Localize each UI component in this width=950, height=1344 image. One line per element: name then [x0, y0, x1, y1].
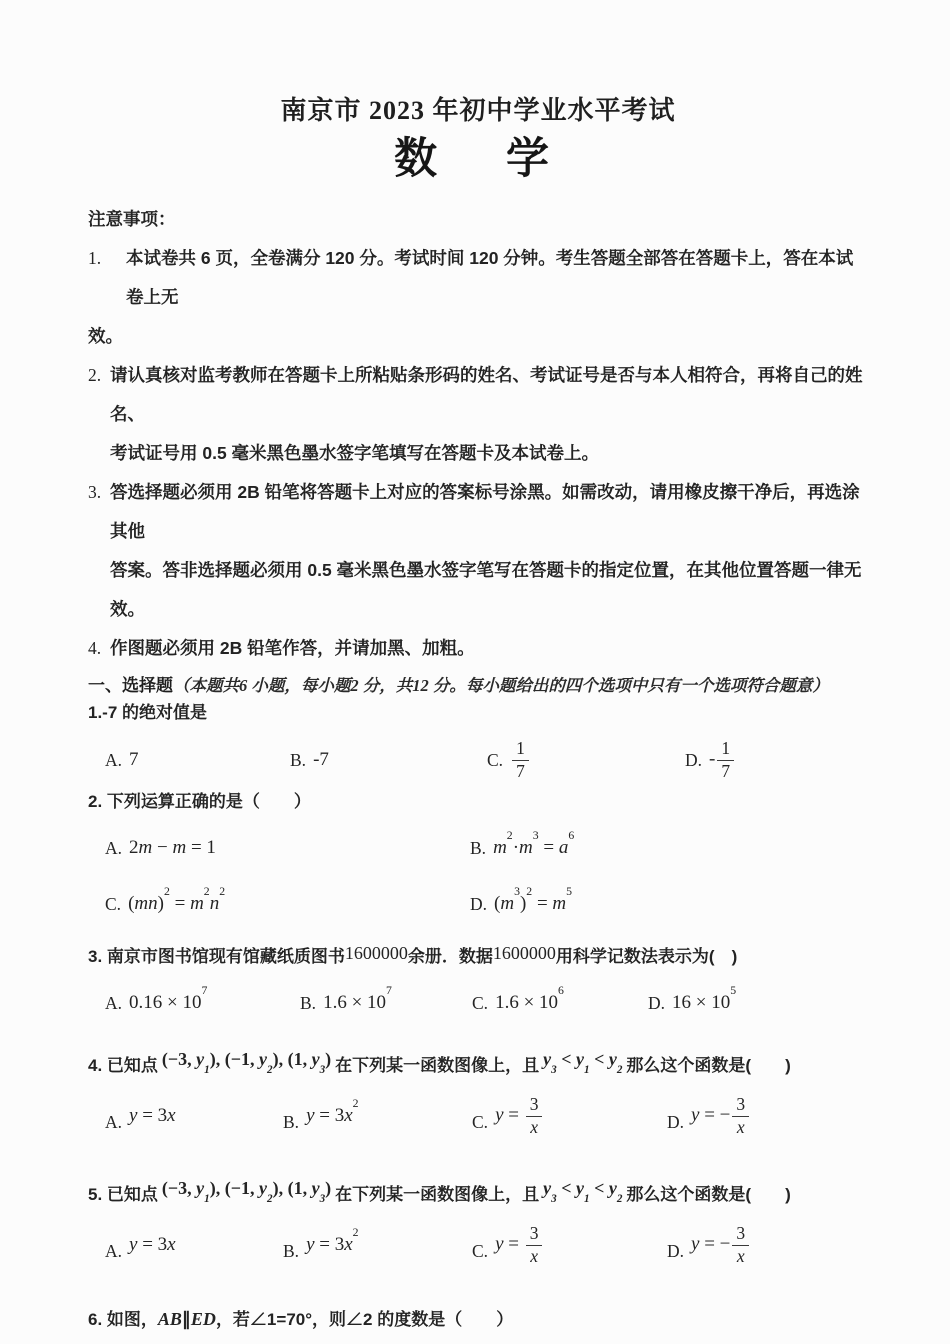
option-value: $1.6 \times 10^6$ — [495, 984, 564, 1013]
option-label: D. — [685, 749, 703, 770]
notice-text-line: 请认真核对监考教师在答题卡上所粘贴条形码的姓名、考试证号是否与本人相符合，再将自己的姓名、 — [110, 365, 863, 424]
option-value: y = − $\frac{3}{x}$ — [691, 1224, 751, 1266]
option-label: D. — [648, 992, 666, 1013]
question-6 — [88, 1306, 868, 1333]
question-5 — [88, 1177, 868, 1280]
option-label: C. — [105, 893, 122, 914]
option-label: A. — [105, 1240, 123, 1261]
stem-math-inequality: $y_3 < y_1 < y_2$ — [543, 1178, 623, 1205]
option-value: y = $\frac{3}{x}$ — [495, 1224, 544, 1266]
option-c — [472, 1222, 667, 1272]
option-label: C. — [472, 1111, 489, 1132]
section-heading — [88, 672, 868, 699]
option-d — [470, 883, 868, 925]
stem-text: 那么这个函数是( ) — [626, 1056, 791, 1075]
notice-text-line: 本试卷共 6 页，全卷满分 120 分。考试时间 120 分钟。考生答题全部答在答题卡上，答在本试卷上无 — [126, 248, 854, 307]
option-a — [105, 1105, 283, 1133]
notice-number: 2. — [88, 365, 102, 385]
option-b — [290, 749, 487, 771]
stem-number: 1600000 — [492, 943, 556, 963]
option-d — [685, 739, 868, 781]
option-label: B. — [283, 1111, 300, 1132]
option-value: $0.16 \times 10^7$ — [129, 984, 208, 1013]
question-5-stem — [88, 1177, 868, 1212]
question-1-options — [88, 732, 868, 788]
notice-text-line: 考试证号用 0.5 毫米黑色墨水签字笔填写在答题卡及本试卷上。 — [110, 443, 600, 463]
option-value: $16 \times 10^5$ — [672, 984, 737, 1013]
option-label: B. — [283, 1240, 300, 1261]
option-value: 7 — [129, 749, 139, 770]
question-2-options — [88, 827, 868, 925]
option-a — [105, 1234, 283, 1262]
notices-section — [88, 200, 868, 668]
stem-text: 4. 已知点 — [88, 1056, 158, 1075]
notice-text-line: 效。 — [88, 326, 123, 346]
option-value: y = − $\frac{3}{x}$ — [691, 1095, 751, 1137]
question-5-options — [88, 1222, 868, 1280]
notice-item-4 — [88, 629, 868, 668]
stem-math-parallel: AB∥ED — [157, 1309, 216, 1329]
option-label: A. — [105, 837, 123, 858]
notice-number: 4. — [88, 638, 102, 658]
notice-item-2 — [88, 356, 868, 473]
notices-heading: 注意事项： — [88, 209, 176, 229]
question-2 — [88, 788, 868, 925]
option-label: C. — [487, 749, 504, 770]
option-value: $m^2\cdot m^3 = a^6$ — [493, 829, 575, 858]
option-d — [648, 984, 868, 1014]
question-1-stem: 1.-7 的绝对值是 — [88, 703, 208, 722]
question-3-stem — [88, 943, 868, 970]
question-3 — [88, 943, 868, 1024]
option-value: $(m^3)^2 = m^5$ — [494, 885, 573, 914]
notice-number: 3. — [88, 482, 102, 502]
option-d — [667, 1222, 868, 1272]
notice-text-line: 作图题必须用 2B 铅笔作答，并请加黑、加粗。 — [110, 638, 475, 658]
page-content — [0, 94, 950, 1333]
question-3-options — [88, 982, 868, 1024]
option-value: y = 3x — [129, 1105, 176, 1126]
option-label: A. — [105, 992, 123, 1013]
option-a — [105, 749, 290, 771]
option-value: y = $\frac{3}{x}$ — [495, 1095, 544, 1137]
question-4-stem — [88, 1048, 868, 1083]
exam-title: 南京市 2023 年初中学业水平考试 — [280, 96, 676, 125]
stem-text: 用科学记数法表示为( ) — [555, 947, 738, 966]
option-b — [283, 1097, 472, 1133]
option-label: A. — [105, 749, 123, 770]
option-b — [300, 984, 472, 1014]
stem-math-points: (−3, $y_1$), (−1, $y_2$), (1, $y_3$) — [161, 1178, 332, 1205]
question-4-options — [88, 1093, 868, 1151]
option-d — [667, 1093, 868, 1143]
section-label: 一、选择题 — [88, 676, 173, 695]
notice-item-1 — [88, 239, 868, 356]
stem-text: ，若∠1=70°，则∠2 的度数是（ ） — [215, 1310, 514, 1329]
stem-text: 6. 如图， — [88, 1310, 158, 1329]
option-b — [470, 827, 868, 869]
section-description: （本题共6 小题，每小题2 分，共12 分。每小题给出的四个选项中只有一个选项符合题意） — [173, 676, 829, 695]
notice-number: 1. — [88, 248, 102, 268]
option-label: B. — [470, 837, 487, 858]
stem-text: 在下列某一函数图像上，且 — [335, 1185, 540, 1204]
question-2-stem: 2. 下列运算正确的是（ ） — [88, 792, 311, 811]
question-1 — [88, 699, 868, 788]
option-value: -7 — [313, 749, 329, 770]
option-c — [472, 1093, 667, 1143]
option-label: D. — [667, 1240, 685, 1261]
notice-item-3 — [88, 473, 868, 629]
option-b — [283, 1226, 472, 1262]
option-value: $1.6 \times 10^7$ — [323, 984, 392, 1013]
option-c — [105, 883, 470, 925]
option-a — [105, 827, 470, 869]
option-a — [105, 984, 300, 1014]
stem-text: 在下列某一函数图像上，且 — [335, 1056, 540, 1075]
option-value: - $\frac{1}{7}$ — [709, 739, 736, 781]
option-label: C. — [472, 1240, 489, 1261]
exam-subject: 数 学 — [394, 135, 562, 183]
option-value: $(mn)^2 = m^2n^2$ — [128, 885, 226, 914]
option-label: C. — [472, 992, 489, 1013]
notice-text-line: 答选择题必须用 2B 铅笔将答题卡上对应的答案标号涂黑。如需改动，请用橡皮擦干净后，再选涂其他 — [110, 482, 860, 541]
option-label: B. — [300, 992, 317, 1013]
option-label: D. — [470, 893, 488, 914]
option-label: B. — [290, 749, 307, 770]
stem-text: 余册．数据 — [407, 947, 493, 966]
stem-text: 那么这个函数是( ) — [626, 1185, 791, 1204]
question-6-stem — [88, 1306, 868, 1333]
option-label: D. — [667, 1111, 685, 1132]
notice-text-line: 答案。答非选择题必须用 0.5 毫米黑色墨水签字笔写在答题卡的指定位置，在其他位置答题一律无效。 — [110, 560, 862, 619]
option-value: $y = 3x^2$ — [306, 1226, 359, 1255]
stem-text: 3. 南京市图书馆现有馆藏纸质图书 — [88, 947, 345, 966]
option-value: $y = 3x^2$ — [306, 1097, 359, 1126]
stem-math-points: (−3, $y_1$), (−1, $y_2$), (1, $y_3$) — [161, 1049, 332, 1076]
stem-text: 5. 已知点 — [88, 1185, 158, 1204]
option-c — [472, 984, 648, 1014]
option-c — [487, 739, 685, 781]
stem-number: 1600000 — [344, 943, 408, 963]
option-value: 2m − m = 1 — [129, 837, 216, 858]
option-value: $\frac{1}{7}$ — [510, 739, 531, 781]
option-label: A. — [105, 1111, 123, 1132]
stem-math-inequality: $y_3 < y_1 < y_2$ — [543, 1049, 623, 1076]
option-value: y = 3x — [129, 1234, 176, 1255]
question-4 — [88, 1048, 868, 1151]
